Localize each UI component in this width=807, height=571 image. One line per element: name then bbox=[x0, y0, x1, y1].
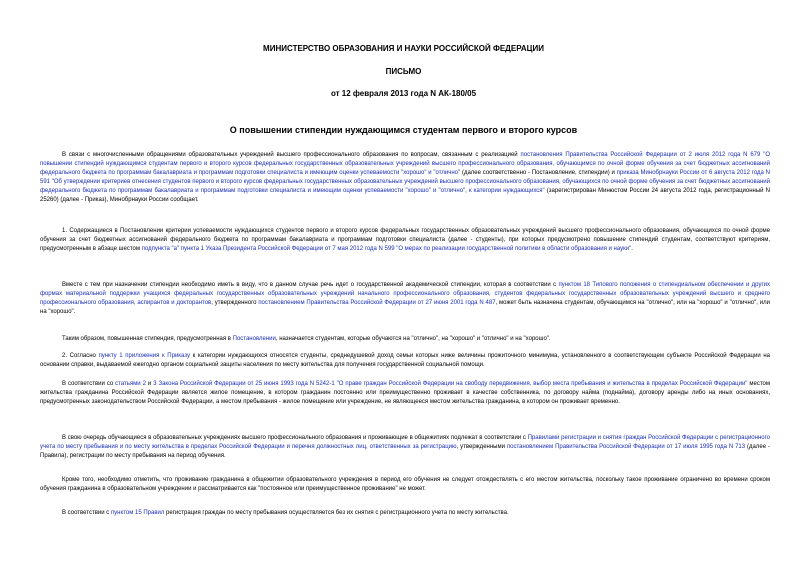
paragraph-dormitory-note bbox=[40, 476, 770, 494]
link-law-article-2[interactable]: статьями 2 bbox=[115, 381, 146, 387]
paragraph-text: к категории нуждающихся относятся студенты, среднедушевой доход семьи которых ниже величины прожиточного минимума, установленного в соответствующем субъекте Российской Федерации на основании справки, выдаваемой ежегодно органом социальной защиты населения по месту жительства для получения государственной социальной помощи. bbox=[40, 353, 770, 368]
paragraph-residence-law bbox=[40, 380, 770, 407]
paragraph-text: (далее соответственно - Постановление, стипендии) и bbox=[460, 170, 617, 176]
paragraph-item-2 bbox=[40, 352, 770, 370]
date-number-heading: от 12 февраля 2013 года N АК-180/05 bbox=[330, 89, 477, 98]
paragraph-text: регистрация граждан по месту пребывания осуществляется без их снятия с регистрационного учета по месту жительства. bbox=[164, 510, 509, 516]
paragraph-text: (далее - Правила), регистрации по месту пребывания на период обучения. bbox=[40, 444, 770, 459]
paragraph-text: В свою очередь обучающиеся в образовательных учреждениях высшего профессионального образования и проживающие в общежитиях подлежат в соответствии с bbox=[62, 435, 528, 441]
paragraph-academic-stipend bbox=[40, 281, 770, 317]
paragraph-text: В связи с многочисленными обращениями образовательных учреждений высшего профессионального образования по вопросам, связанным с реализацией bbox=[62, 152, 521, 158]
paragraph-text: Таким образом, повышенная стипендия, предусмотренная в bbox=[62, 336, 233, 342]
paragraph-text: В соответствии с bbox=[62, 510, 111, 516]
document-type-heading: ПИСЬМО bbox=[385, 67, 422, 76]
link-order-appendix-p1[interactable]: пункту 1 приложения к Приказу bbox=[98, 353, 191, 359]
link-decree-599[interactable]: подпункта "а" пункта 1 Указа Президента Российской Федерации от 7 мая 2012 года N 599 "О мерах по реализации государственной политики в области образования и науки" bbox=[141, 246, 632, 252]
link-law-5242-1[interactable]: 3 Закона Российской Федерации от 25 июня 1993 года N 5242-1 "О праве граждан Российской Федерации на свободу передвижения, выбор места пребывания и жительства в пределах Российской Федерации" bbox=[153, 381, 748, 387]
paragraph-text: (зарегистрирован Минюстом России 24 августа 2012 года, регистрационный N 25260) (далее - Приказ), Минобрнауки России сообщает. bbox=[40, 188, 770, 203]
ministry-heading: МИНИСТЕРСТВО ОБРАЗОВАНИЯ И НАУКИ РОССИЙСКОЙ ФЕДЕРАЦИИ bbox=[263, 44, 544, 53]
link-resolution-487[interactable]: постановлением Правительства Российской Федерации от 27 июня 2001 года N 487 bbox=[258, 300, 496, 306]
paragraph-text: , утвержденными bbox=[456, 444, 507, 450]
paragraph-text: 1. Содержащиеся в Постановлении критерии успеваемости нуждающихся студентов первого и второго курсов федеральных государственных образовательных учреждений высшего профессионального образования, обучающихся по очной форме обучения за счет бюджетных ассигнований федерального бюджета по программам бакалавриата и программам подготовки специалиста (далее - студенты), при которых предусмотрено повышение стипендий студентам, соответствуют критериям, предусмотренным в абзаце шестом bbox=[40, 228, 770, 252]
paragraph-text: Вместе с тем при назначении стипендии необходимо иметь в виду, что в данном случае речь идет о государственной академической стипендии, которая в соответствии с bbox=[62, 282, 559, 288]
subject-heading: О повышении стипендии нуждающимся студентам первого и второго курсов bbox=[229, 125, 578, 135]
paragraph-text: местом жительства гражданина Российской Федерации является жилое помещение, в котором гражданин постоянно или преимущественно проживает в качестве собственника, по договору найма (поднайма), договору аренды либо на иных основаниях, предусмотренных законодательством Российской Федерации, а местом пребывания - жилое помещение или учреждение, не являющееся местом жительства гражданина, в котором он проживает временно. bbox=[40, 381, 770, 405]
link-registration-rules[interactable]: Правилами регистрации и снятия граждан Российской Федерации с регистрационного учета по месту пребывания и по месту жительства в пределах Российской Федерации и перечня должностных лиц, ответственных за регистрацию bbox=[40, 435, 771, 450]
link-typical-regulation-p18[interactable]: пунктом 18 Типового положения о стипендиальном обеспечении и других формах материальной поддержки учащихся федеральных государственных образовательных учреждений начального профессионального образования, студентов федеральных государственных образовательных учреждений высшего и среднего профессионального образования, аспирантов и докторантов bbox=[40, 282, 770, 306]
paragraph-item-1 bbox=[40, 227, 770, 254]
paragraph-text: 2. Согласно bbox=[62, 353, 99, 359]
paragraph-text: В соответствии со bbox=[62, 381, 116, 387]
paragraph-text: , утвержденного bbox=[211, 300, 259, 306]
paragraph-dormitory-registration bbox=[40, 434, 770, 461]
paragraph-text: и bbox=[145, 381, 154, 387]
paragraph-text: . bbox=[631, 246, 633, 252]
paragraph-text: , назначается студентам, которые обучаются на "отлично", на "хорошо" и "отлично" и на "хорошо". bbox=[275, 336, 551, 342]
paragraph-text: , может быть назначена студентам, обучающимся на "отлично", или на "хорошо" и "отлично", или на "хорошо". bbox=[40, 300, 770, 315]
paragraph-intro bbox=[40, 151, 770, 205]
link-resolution[interactable]: Постановлении bbox=[232, 336, 276, 342]
paragraph-rules-p15 bbox=[40, 509, 770, 518]
link-rules-p15[interactable]: пунктом 15 Правил bbox=[110, 510, 165, 516]
link-resolution-713[interactable]: постановлением Правительства Российской Федерации от 17 июля 1995 года N 713 bbox=[506, 444, 746, 450]
paragraph-conclusion bbox=[40, 335, 770, 344]
link-resolution-679[interactable]: постановления Правительства Российской Федерации от 2 июля 2012 года N 679 "О повышении стипендий нуждающимся студентам первого и второго курсов федеральных государственных образовательных учреждений высшего профессионального образования, обучающимся по очной форме обучения за счет бюджетных ассигнований федерального бюджета по программам бакалавриата и программам подготовки специалиста и имеющим оценки успеваемости "хорошо" и "отлично" bbox=[40, 152, 770, 176]
paragraph-text: Кроме того, необходимо отметить, что проживание гражданина в общежитии образовательного учреждения в период его обучения не следует отождествлять с его местом жительства, поскольку такое проживание ограничено во времени сроком обучения гражданина в образовательном учреждении и рассматривается как "постоянное или преимущественное проживание" не может. bbox=[40, 477, 770, 492]
link-order-591[interactable]: приказа Минобрнауки России от 6 августа 2012 года N 591 "Об утверждении критериев отнесения студентов первого и второго курсов федеральных государственных образовательных учреждений высшего профессионального образования, обучающихся по очной форме обучения за счет бюджетных ассигнований федерального бюджета по программам бакалавриата и программам подготовки специалиста и имеющим оценки успеваемости "хорошо" и "отлично", к категории нуждающихся" bbox=[40, 170, 770, 194]
